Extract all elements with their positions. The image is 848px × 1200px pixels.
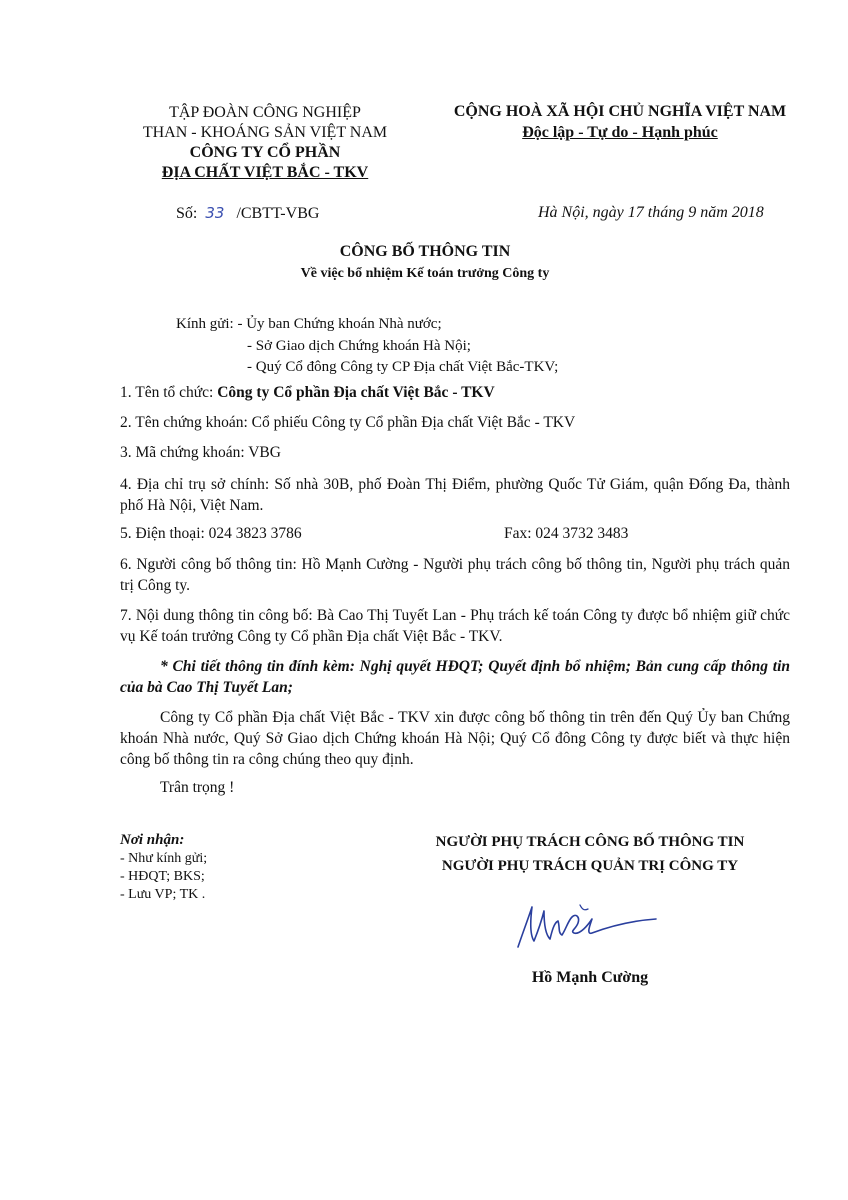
- doc-number-prefix: Số:: [176, 205, 198, 222]
- national-title: CỘNG HOÀ XÃ HỘI CHỦ NGHĨA VIỆT NAM: [453, 103, 787, 120]
- noi-nhan-item-1: - Như kính gửi;: [120, 851, 208, 866]
- org-parent-line1: TẬP ĐOÀN CÔNG NGHIỆP: [169, 104, 361, 121]
- body-paragraph: Công ty Cổ phần Địa chất Việt Bắc - TKV xin được công bố thông tin trên đến Quý Ủy ban Chứng khoán Nhà nước, Quý Sở Giao dịch Chứng khoán Hà Nội; Quý Cổ đông Công ty được biết và thực hiện công bố thông tin ra công chúng theo quy định.: [120, 709, 790, 768]
- noi-nhan-item-3: - Lưu VP; TK .: [120, 887, 206, 902]
- signer-role-2: NGƯỜI PHỤ TRÁCH QUẢN TRỊ CÔNG TY: [441, 858, 739, 874]
- org-company-line1: CÔNG TY CỔ PHẦN: [189, 144, 341, 161]
- item-6: 6. Người công bố thông tin: Hồ Mạnh Cường - Người phụ trách công bố thông tin, Người phụ trách quản trị Công ty.: [120, 556, 790, 594]
- recipients-block: [176, 316, 442, 333]
- item-1: [120, 384, 495, 402]
- signature-icon: [508, 895, 668, 955]
- doc-number-suffix: /CBTT-VBG: [236, 205, 320, 222]
- noi-nhan-title: Nơi nhận:: [120, 832, 185, 848]
- noi-nhan-block: [120, 830, 207, 904]
- place-date: Hà Nội, ngày 17 tháng 9 năm 2018: [538, 204, 764, 221]
- recipient-1: - Ủy ban Chứng khoán Nhà nước;: [237, 316, 442, 332]
- item-3: 3. Mã chứng khoán: VBG: [120, 444, 281, 461]
- item-4: 4. Địa chỉ trụ sở chính: Số nhà 30B, phố Đoàn Thị Điểm, phường Quốc Tử Giám, quận Đống Đa, thành phố Hà Nội, Việt Nam.: [120, 476, 790, 514]
- org-company-line2: [130, 163, 400, 183]
- document-title: CÔNG BỐ THÔNG TIN: [339, 243, 511, 260]
- org-parent-line2: THAN - KHOÁNG SẢN VIỆT NAM: [142, 124, 388, 141]
- attachment-note: * Chi tiết thông tin đính kèm: Nghị quyết HĐQT; Quyết định bổ nhiệm; Bản cung cấp thông tin của bà Cao Thị Tuyết Lan;: [120, 658, 790, 696]
- national-header: [420, 101, 820, 143]
- recipient-3: - Quý Cổ đông Công ty CP Địa chất Việt Bắc-TKV;: [247, 359, 559, 375]
- doc-number-handwritten: 33: [205, 204, 225, 222]
- national-motto: Độc lập - Tự do - Hạnh phúc: [522, 124, 718, 141]
- item-5-fax: Fax: 024 3732 3483: [504, 525, 629, 542]
- noi-nhan-item-2: - HĐQT; BKS;: [120, 869, 205, 884]
- document-number: [176, 204, 319, 223]
- signer-block: [380, 830, 800, 878]
- org-company-name: ĐỊA CHẤT VIỆT BẮC - TKV: [161, 164, 369, 181]
- item-2: 2. Tên chứng khoán: Cổ phiếu Công ty Cổ phần Địa chất Việt Bắc - TKV: [120, 414, 576, 431]
- document-subtitle: Về việc bổ nhiệm Kế toán trưởng Công ty: [300, 266, 550, 281]
- recipient-2: - Sở Giao dịch Chứng khoán Hà Nội;: [247, 338, 471, 354]
- item-5-phone: 5. Điện thoại: 024 3823 3786: [120, 525, 302, 542]
- closing: Trân trọng !: [160, 779, 235, 796]
- org-header: [130, 103, 400, 183]
- recipients-lead: Kính gửi:: [176, 316, 234, 332]
- item-1-value: Công ty Cổ phần Địa chất Việt Bắc - TKV: [217, 384, 495, 401]
- signer-name: Hồ Mạnh Cường: [531, 969, 649, 986]
- national-motto-wrap: [420, 122, 820, 143]
- item-7: 7. Nội dung thông tin công bố: Bà Cao Thị Tuyết Lan - Phụ trách kế toán Công ty được bổ nhiệm giữ chức vụ Kế toán trưởng Công ty Cổ phần Địa chất Việt Bắc - TKV.: [120, 607, 790, 645]
- item-1-label: 1. Tên tổ chức:: [120, 384, 214, 401]
- signer-role-1: NGƯỜI PHỤ TRÁCH CÔNG BỐ THÔNG TIN: [435, 834, 745, 850]
